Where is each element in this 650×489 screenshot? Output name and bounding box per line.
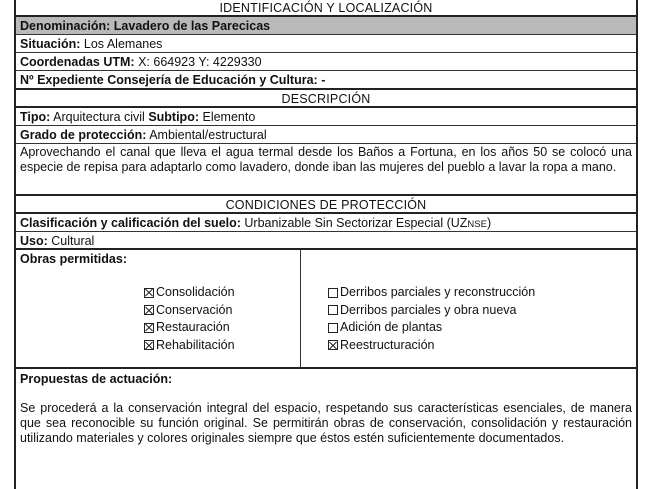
clasificacion-row [16,214,636,232]
uso-label: Uso: [20,234,48,248]
denominacion-label: Denominación: [20,19,111,33]
checkbox-icon[interactable] [144,288,154,298]
obras-permitidas [16,250,636,369]
obra-reestructuracion [328,337,535,355]
clasificacion-label: Clasificación y calificación del suelo: [20,216,241,230]
obra-label: Reestructuración [340,337,435,352]
tipo-label: Tipo: [20,110,51,124]
obra-label: Adición de plantas [340,320,443,334]
coordenadas-value: X: 664923 Y: 4229330 [138,55,262,69]
obra-restauracion [144,319,235,337]
checkbox-icon[interactable] [328,305,338,315]
uso-row [16,232,636,250]
tipo-value: Arquitectura civil [53,110,145,124]
grado-row [16,126,636,144]
situacion-row [16,35,636,53]
expediente-value: - [321,73,326,87]
column-divider [300,250,301,367]
obra-label: Conservación [156,302,233,317]
checkbox-icon[interactable] [328,323,338,333]
propuestas-section [16,369,636,448]
checkbox-icon[interactable] [328,288,338,298]
obra-adicion-plantas [328,319,535,337]
section-condiciones: CONDICIONES DE PROTECCIÓN [16,196,636,214]
obra-derribos-reconstruccion [328,284,535,302]
coordenadas-row [16,53,636,71]
coordenadas-label: Coordenadas UTM: [20,55,135,69]
obra-label: Restauración [156,320,230,334]
clasificacion-value: Urbanizable Sin Sectorizar Especial (UZ [244,216,468,230]
checkbox-icon[interactable] [328,340,338,350]
section-identificacion: IDENTIFICACIÓN Y LOCALIZACIÓN [16,0,636,17]
denominacion-row [16,17,636,35]
obra-label: Derribos parciales y reconstrucción [340,285,536,299]
obras-title: Obras permitidas: [20,252,127,266]
tipo-row [16,108,636,126]
obras-list-left [144,284,235,354]
expediente-label: Nº Expediente Consejería de Educación y Cultura: [20,73,318,87]
checkbox-icon[interactable] [144,340,154,350]
obra-rehabilitacion [144,337,235,355]
obras-list-right [328,284,535,354]
ficha-catalogo [14,0,638,489]
obra-label: Rehabilitación [156,337,235,352]
uso-value: Cultural [51,234,95,248]
section-descripcion: DESCRIPCIÓN [16,90,636,108]
subtipo-value: Elemento [202,110,256,124]
grado-label: Grado de protección: [20,128,147,142]
propuestas-text: Se procederá a la conservación integral del espacio, respetando sus características esenciales, de manera que sea reconocible su función original. Se permitirán obras de conservación, consolidación y restauración utilizando materiales y colores originales siempre que éstos estén suficientemente documentados. [20,401,632,445]
grado-value: Ambiental/estructural [149,128,267,142]
obra-label: Derribos parciales y obra nueva [340,302,517,317]
checkbox-icon[interactable] [144,305,154,315]
obra-conservacion [144,302,235,320]
situacion-label: Situación: [20,37,81,51]
expediente-row [16,71,636,90]
checkbox-icon[interactable] [144,323,154,333]
obra-consolidacion [144,284,235,302]
subtipo-label: Subtipo: [148,110,199,124]
denominacion-value: Lavadero de las Parecicas [113,19,271,33]
descripcion-texto: Aprovechando el canal que lleva el agua termal desde los Baños a Fortuna, en los años 50 se colocó una especie de repisa para adaptarlo como lavadero, donde iban las mujeres del pueblo a lavar la ropa a mano. [16,144,636,196]
obra-label: Consolidación [156,285,235,299]
clasificacion-close: ) [486,216,492,230]
obra-derribos-obra-nueva [328,302,535,320]
propuestas-title: Propuestas de actuación: [20,372,173,386]
clasificacion-subscript: NSE [467,219,487,230]
situacion-value: Los Alemanes [83,37,163,51]
